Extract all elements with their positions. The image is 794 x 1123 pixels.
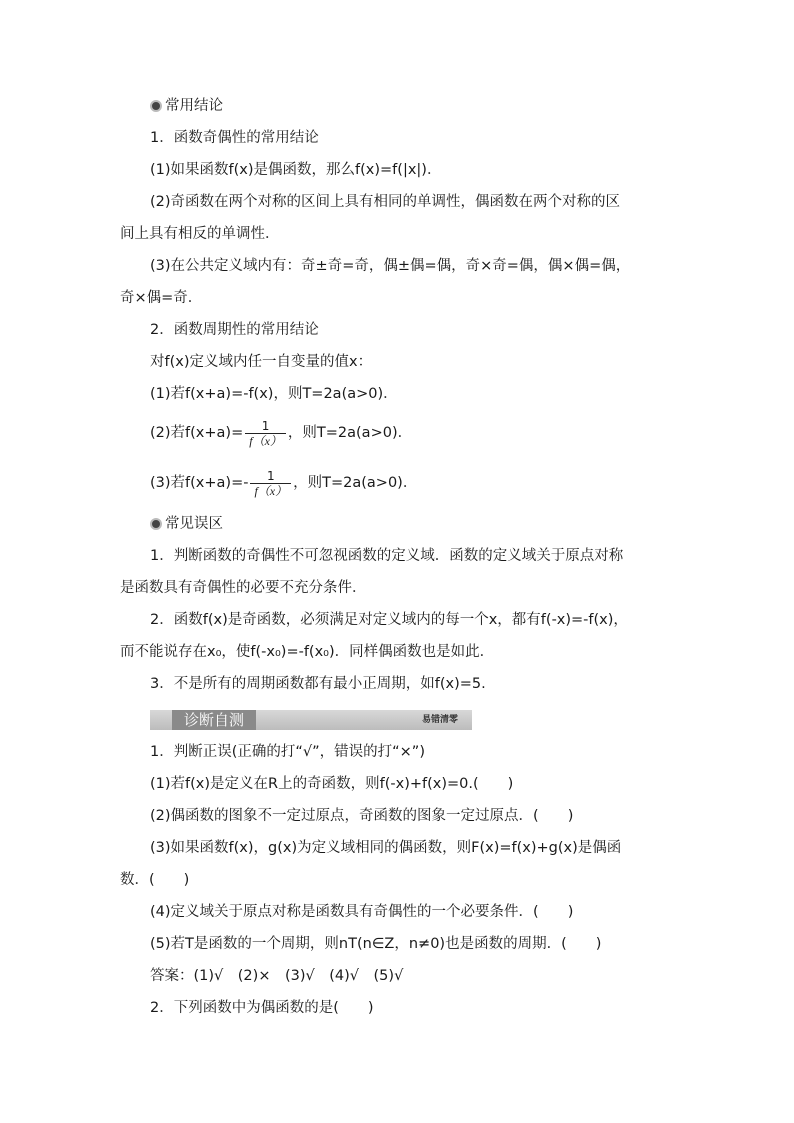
statement: (5)若T是函数的一个周期，则nT(n∈Z，n≠0)也是函数的周期．( ) [150,936,602,952]
formula-line: (1)若f(x+a)=-f(x)，则T=2a(a>0)． [150,386,398,402]
bullet-icon [150,100,162,112]
section-heading: 常用结论 [165,98,223,114]
statement: (4)定义域关于原点对称是函数具有奇偶性的一个必要条件．( ) [150,904,574,920]
paragraph: 2．函数f(x)是奇函数，必须满足对定义域内的每一个x，都有f(-x)=-f(x)， [150,612,628,628]
section-common-mistakes [150,514,223,534]
formula-line: (3)若f(x+a)=- $\frac{1}{f(x)}$ ，则T=2a(a>0)． [150,468,418,498]
formula-line: (2)若f(x+a)= $\frac{1}{f(x)}$ ，则T=2a(a>0)． [150,418,413,448]
statement: (2)偶函数的图象不一定过原点，奇函数的图象一定过原点．( ) [150,808,574,824]
subsection-title: 1．函数奇偶性的常用结论 [150,130,319,146]
section-common-conclusions [150,96,223,116]
section-heading: 常见误区 [165,516,223,532]
paragraph: 奇×偶=奇． [120,290,203,306]
statement: (3)如果函数f(x)，g(x)为定义域相同的偶函数，则F(x)=f(x)+g(x)是偶函 [150,840,622,856]
answer-line: 答案：(1)√ (2)× (3)√ (4)√ (5)√ [150,968,404,984]
bullet-icon [150,518,162,530]
fraction: $\frac{1}{f(x)}$ [250,469,291,498]
paragraph: (1)如果函数f(x)是偶函数，那么f(x)=f(|x|)． [150,162,442,178]
paragraph: 对f(x)定义域内任一自变量的值x： [150,354,373,370]
statement: 数．( ) [120,872,190,888]
question: 1．判断正误(正确的打“√”，错误的打“×”) [150,744,425,760]
paragraph: 3．不是所有的周期函数都有最小正周期，如f(x)=5. [150,676,486,692]
banner-title: 诊断自测 [172,710,256,730]
statement: (1)若f(x)是定义在R上的奇函数，则f(-x)+f(x)=0.( ) [150,776,514,792]
paragraph: 1．判断函数的奇偶性不可忽视函数的定义域．函数的定义域关于原点对称 [150,548,624,564]
fraction: $\frac{1}{f(x)}$ [245,419,286,448]
paragraph: 间上具有相反的单调性． [120,226,280,242]
banner-subtitle: 易错清零 [421,715,458,725]
paragraph: 而不能说存在x₀，使f(-x₀)=-f(x₀)．同样偶函数也是如此． [120,644,495,660]
paragraph: (3)在公共定义域内有：奇±奇=奇，偶±偶=偶，奇×奇=偶，偶×偶=偶， [150,258,631,274]
subsection-title: 2．函数周期性的常用结论 [150,322,319,338]
paragraph: (2)奇函数在两个对称的区间上具有相同的单调性，偶函数在两个对称的区 [150,194,621,210]
paragraph: 是函数具有奇偶性的必要不充分条件． [120,580,367,596]
section-banner [150,710,472,730]
question: 2．下列函数中为偶函数的是( ) [150,1000,374,1016]
